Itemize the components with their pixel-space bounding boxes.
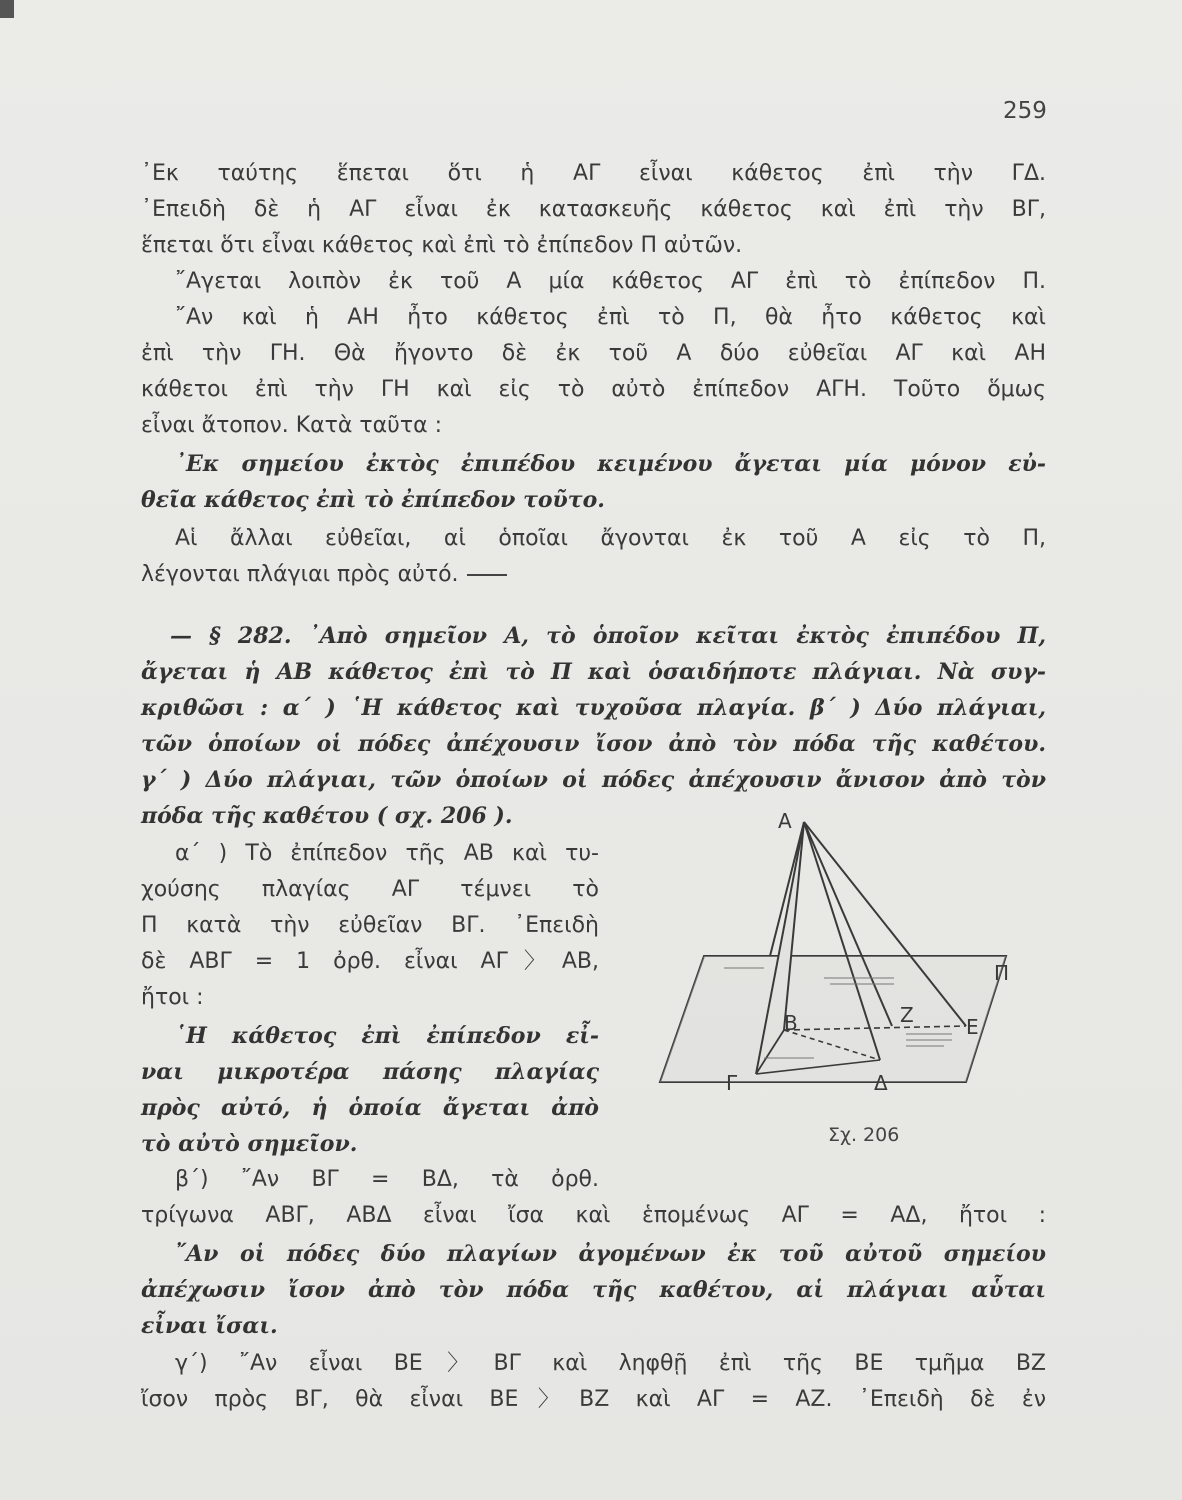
problem-line: πόδα τῆς καθέτου ( σχ. 206 ). <box>141 803 513 829</box>
figure-206 <box>644 808 1044 1108</box>
theorem-line: εἶναι ἴσαι. <box>141 1313 278 1339</box>
label-D: Δ <box>874 1071 888 1095</box>
text-line: α΄ ) Τὸ ἐπίπεδον τῆς ΑΒ καὶ τυ- <box>175 841 599 866</box>
text-line: Π κατὰ τὴν εὐθεῖαν ΒΓ. ᾿Επειδὴ <box>141 913 599 938</box>
plane-shade <box>660 956 1006 1082</box>
text-line: ῎Αν καὶ ἡ ΑΗ ἦτο κάθετος ἐπὶ τὸ Π, θὰ ἦτο κάθετος καὶ <box>175 305 1046 330</box>
theorem-line: ῎Αν οἱ πόδες δύο πλαγίων ἀγομένων ἐκ τοῦ αὐτοῦ σημείου <box>175 1241 1046 1267</box>
problem-line: — § 282. ᾿Απὸ σημεῖον Α, τὸ ὁποῖον κεῖται ἐκτὸς ἐπιπέδου Π, <box>170 623 1046 649</box>
text-line: εἶναι ἄτοπον. Κατὰ ταῦτα : <box>141 413 443 438</box>
problem-line: ἄγεται ἡ ΑΒ κάθετος ἐπὶ τὸ Π καὶ ὁσαιδήποτε πλάγιαι. Νὰ συγ- <box>141 659 1046 685</box>
problem-line: κριθῶσι : α΄ ) ῾Η κάθετος καὶ τυχοῦσα πλαγία. β΄ ) Δύο πλάγιαι, <box>141 695 1046 721</box>
text-line: ἴσον πρὸς ΒΓ, θὰ εἶναι ΒΕ〉ΒΖ καὶ ΑΓ = ΑΖ. ᾿Επειδὴ δὲ ἐν <box>141 1387 1046 1412</box>
text-line: κάθετοι ἐπὶ τὴν ΓΗ καὶ εἰς τὸ αὐτὸ ἐπίπεδον ΑΓΗ. Τοῦτο ὅμως <box>141 377 1046 402</box>
theorem-line: τὸ αὐτὸ σημεῖον. <box>141 1131 358 1157</box>
text-line: ᾿Εκ ταύτης ἕπεται ὅτι ἡ ΑΓ εἶναι κάθετος ἐπὶ τὴν ΓΔ. <box>141 161 1046 186</box>
page-number: 259 <box>1003 98 1047 124</box>
text-line: ἤτοι : <box>141 985 204 1010</box>
text-line-with-dash <box>141 561 507 589</box>
label-G: Γ <box>726 1071 738 1095</box>
problem-line: γ΄ ) Δύο πλάγιαι, τῶν ὁποίων οἱ πόδες ἀπέχουσιν ἄνισον ἀπὸ τὸν <box>141 767 1046 793</box>
text-line: β΄) ῎Αν ΒΓ = ΒΔ, τὰ ὀρθ. <box>175 1167 599 1192</box>
theorem-line: ῾Η κάθετος ἐπὶ ἐπίπεδον εἶ- <box>175 1023 599 1049</box>
scan-corner <box>0 0 14 18</box>
text-line: ἐπὶ τὴν ΓΗ. Θὰ ἤγοντο δὲ ἐκ τοῦ Α δύο εὐθεῖαι ΑΓ καὶ ΑΗ <box>141 341 1046 366</box>
theorem-line: πρὸς αὐτό, ἡ ὁποία ἄγεται ἀπὸ <box>141 1095 599 1121</box>
figure-caption: Σχ. 206 <box>828 1124 900 1146</box>
label-A: Α <box>778 809 792 833</box>
text-line: ῎Αγεται λοιπὸν ἐκ τοῦ Α μία κάθετος ΑΓ ἐπὶ τὸ ἐπίπεδον Π. <box>175 269 1046 294</box>
label-E: Ε <box>966 1015 979 1039</box>
theorem-line: θεῖα κάθετος ἐπὶ τὸ ἐπίπεδον τοῦτο. <box>141 487 605 513</box>
geometry-diagram <box>644 808 1044 1108</box>
text-line: δὲ ΑΒΓ = 1 ὀρθ. εἶναι ΑΓ〉ΑΒ, <box>141 949 599 974</box>
text-line: τρίγωνα ΑΒΓ, ΑΒΔ εἶναι ἴσα καὶ ἑπομένως ΑΓ = ΑΔ, ἤτοι : <box>141 1203 1046 1228</box>
theorem-line: ᾿Εκ σημείου ἐκτὸς ἐπιπέδου κειμένου ἄγεται μία μόνον εὐ- <box>175 451 1046 477</box>
label-Z: Ζ <box>900 1003 914 1027</box>
dash-rule <box>467 574 507 576</box>
theorem-line: ἀπέχωσιν ἴσον ἀπὸ τὸν πόδα τῆς καθέτου, αἱ πλάγιαι αὗται <box>141 1277 1046 1303</box>
problem-line: τῶν ὁποίων οἱ πόδες ἀπέχουσιν ἴσον ἀπὸ τὸν πόδα τῆς καθέτου. <box>141 731 1046 757</box>
text-line: ἕπεται ὅτι εἶναι κάθετος καὶ ἐπὶ τὸ ἐπίπεδον Π αὐτῶν. <box>141 233 743 258</box>
text-line: ᾿Επειδὴ δὲ ἡ ΑΓ εἶναι ἐκ κατασκευῆς κάθετος καὶ ἐπὶ τὴν ΒΓ, <box>141 197 1046 222</box>
text-line: γ΄) ῎Αν εἶναι ΒΕ〉ΒΓ καὶ ληφθῇ ἐπὶ τῆς ΒΕ τμῆμα ΒΖ <box>175 1351 1046 1376</box>
text-line: χούσης πλαγίας ΑΓ τέμνει τὸ <box>141 877 599 902</box>
theorem-line: ναι μικροτέρα πάσης πλαγίας <box>141 1059 599 1085</box>
label-P: Π <box>994 961 1010 985</box>
text-line: λέγονται πλάγιαι πρὸς αὐτό. <box>141 562 459 587</box>
text-line: Αἱ ἄλλαι εὐθεῖαι, αἱ ὁποῖαι ἄγονται ἐκ τοῦ Α εἰς τὸ Π, <box>175 526 1046 551</box>
label-B: Β <box>784 1011 798 1035</box>
